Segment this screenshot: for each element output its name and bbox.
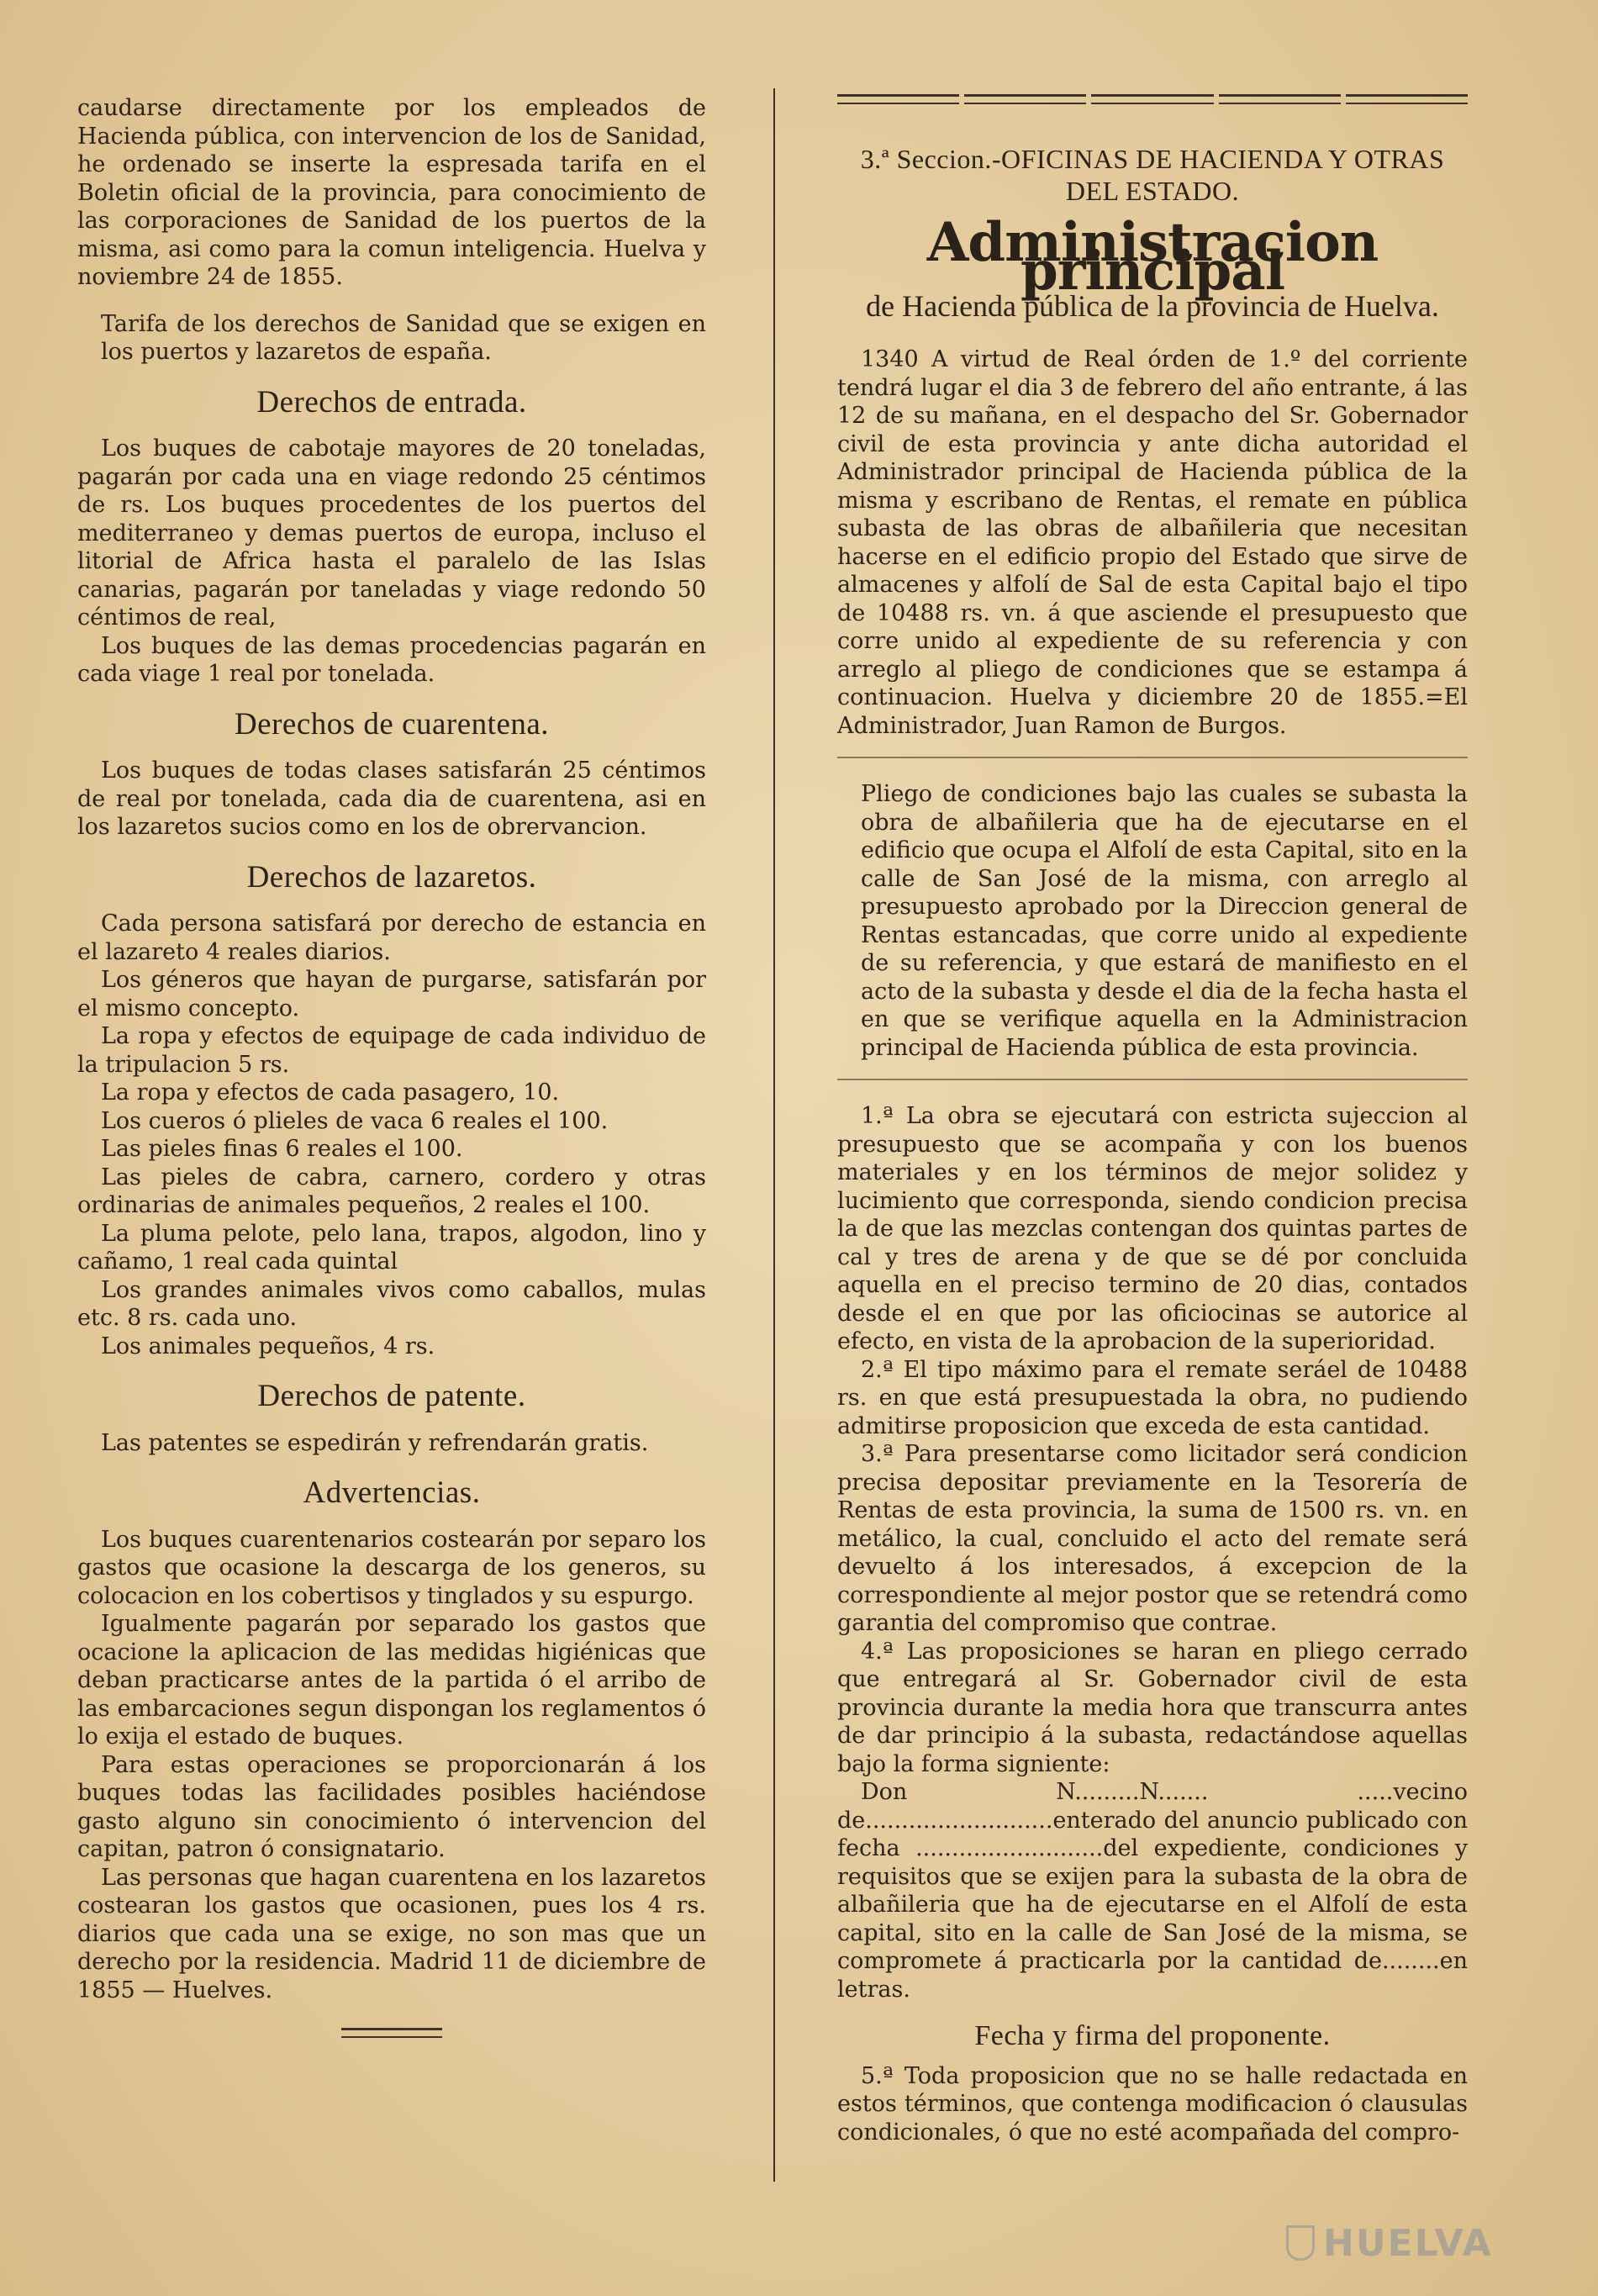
page-title: Administracion principal xyxy=(926,211,1379,303)
heading-lazaretos: Derechos de lazaretos. xyxy=(246,859,537,895)
advertencia-paragraph: Igualmente pagarán por separado los gastos que ocacione la aplicacion de las medidas higiénicas que deban practicarse antes de la partida ó el arribo de las embarcaciones segun dispongan los reglamentos ó lo exija el estado de buques. xyxy=(77,1611,706,1750)
anuncio-paragraph: 1340 A virtud de Real órden de 1.º del corriente tendrá lugar el dia 3 de febrero del año entrante, á las 12 de su mañana, en el despacho del Sr. Gobernador civil de esta provincia y ante dicha autoridad el Administrador principal de Hacienda pública de la misma y escribano de Rentas, el remate en pública subasta de las obras de albañileria que necesitan hacerse en el edificio propio del Estado que sirve de almacenes y alfolí de Sal de esta Capital bajo el tipo de 10488 rs. vn. á que asciende el presupuesto que corre unido al expediente de su referencia y con arreglo al pliego de condiciones que se estampa á continuacion. Huelva y diciembre 20 de 1855.=El Administrador, Juan Ramon de Burgos. xyxy=(837,346,1468,739)
section-heading: 3.ª Seccion.-OFICINAS DE HACIENDA Y OTRAS DEL ESTADO. xyxy=(860,144,1445,206)
lazaretos-item: Los géneros que hayan de purgarse, satisfarán por el mismo concepto. xyxy=(77,967,706,1021)
condition-paragraph: 3.ª Para presentarse como licitador será condicion precisa depositar previamente en la Tesorería de Rentas de esta provincia, la suma de 1500 rs. vn. en metálico, la cual, concluido el acto del remate será devuelto á los interesados, á excepcion de la correspondiente al mejor postor que se retendrá como garantia del compromiso que contrae. xyxy=(837,1441,1468,1636)
intro-paragraph: caudarse directamente por los empleados de Hacienda pública, con intervencion de los de Sanidad, he ordenado se inserte la espresada tarifa en el Boletin oficial de la provincia, para conocimiento de las corporaciones de Sanidad de los puertos de la misma, asi como para la comun inteligencia. Huelva y noviembre 24 de 1855. xyxy=(77,95,706,290)
condition-paragraph: 2.ª El tipo máximo para el remate seráel de 10488 rs. en que está presupuestada la obra, no pudiendo admitirse proposicion que exceda de esta cantidad. xyxy=(837,1356,1468,1439)
column-divider xyxy=(773,88,775,2182)
heading-entrada: Derechos de entrada. xyxy=(256,384,527,420)
entrada-paragraph-2: Los buques de las demas procedencias pagarán en cada viage 1 real por tonelada. xyxy=(77,632,706,687)
tarifa-title: Tarifa de los derechos de Sanidad que se exigen en los puertos y lazaretos de españa. xyxy=(101,310,706,365)
condition-paragraph: 5.ª Toda proposicion que no se halle redactada en estos términos, que contenga modificacion ó clausulas condicionales, ó que no esté acompañada del compro- xyxy=(837,2062,1468,2146)
pliego-paragraph: Pliego de condiciones bajo las cuales se subasta la obra de albañileria que ha de ejecutarse en el edificio que ocupa el Alfolí de esta Capital, sito en la calle de San José de la misma, con arreglo al presupuesto aprobado por la Direccion general de Rentas estancadas, que corre unido al expediente de su referencia, y que estará de manifiesto en el acto de la subasta y desde el dia de la fecha hasta el en que se verifique aquella en la Administracion principal de Hacienda pública de esta provincia. xyxy=(861,781,1468,1061)
fecha-firma-heading: Fecha y firma del proponente. xyxy=(974,2020,1331,2051)
archive-watermark xyxy=(1286,2218,1538,2268)
lazaretos-item: La pluma pelote, pelo lana, trapos, algodon, lino y cañamo, 1 real cada quintal xyxy=(77,1220,706,1275)
condition-paragraph: 1.ª La obra se ejecutará con estricta sujeccion al presupuesto que se acompaña y con los buenos materiales y en los términos de mejor solidez y lucimiento que corresponda, siendo condicion precisa la de que las mezclas contengan dos quintas partes de cal y tres de arena y de que se dé por concluida aquella en el preciso termino de 20 dias, contados desde el en que por las oficiocinas se autorice al efecto, en vista de la aprobacion de la superioridad. xyxy=(837,1103,1468,1354)
heading-advertencias: Advertencias. xyxy=(303,1475,481,1510)
lazaretos-item: Las pieles finas 6 reales el 100. xyxy=(101,1136,463,1162)
right-column xyxy=(837,94,1468,2146)
advertencia-paragraph: Para estas operaciones se proporcionarán á los buques todas las facilidades posibles haciéndose gasto alguno sin conocimiento ó intervencion del capitan, patron ó consignatario. xyxy=(77,1751,706,1862)
top-ornamental-rule xyxy=(837,94,1468,104)
advertencia-paragraph: Las personas que hagan cuarentena en los lazaretos costearan los gastos que ocasionen, pues los 4 rs. diarios que cada una se exige, no son mas que un derecho por la residencia. Madrid 11 de diciembre de 1855 — Huelves. xyxy=(77,1864,706,2003)
lazaretos-item: La ropa y efectos de cada pasagero, 10. xyxy=(101,1079,560,1106)
left-column xyxy=(77,94,706,2038)
heading-cuarentena: Derechos de cuarentena. xyxy=(234,706,550,742)
heading-patente: Derechos de patente. xyxy=(257,1379,526,1413)
lazaretos-item: Los animales pequeños, 4 rs. xyxy=(101,1333,435,1359)
condition-paragraph: 4.ª Las proposiciones se haran en pliego cerrado que entregará al Sr. Gobernador civil de esta provincia durante la media hora que transcurra antes de dar principio á la subasta, redactándose aquellas bajo la forma signiente: xyxy=(837,1638,1468,1777)
end-ornament xyxy=(341,2028,442,2038)
proposal-form-text: Don N.........N....... .....vecino de..........................enterado del anuncio publicado con fecha ..........................del expediente, condiciones y requisitos que se exijen para la subasta de la obra de albañileria que ha de ejecutarse en el Alfolí de esta capital, sito en la calle de San José de la misma, se compromete á practicarla por la cantidad de........en letras. xyxy=(837,1779,1468,2003)
lazaretos-item: La ropa y efectos de equipage de cada individuo de la tripulacion 5 rs. xyxy=(77,1023,706,1078)
advertencia-paragraph: Los buques cuarentenarios costearán por separo los gastos que ocasione la descarga de los generos, su colocacion en los cobertisos y tinglados y su espurgo. xyxy=(77,1526,706,1609)
watermark-text: HUELVA xyxy=(1323,2221,1493,2265)
lazaretos-item: Los grandes animales vivos como caballos, mulas etc. 8 rs. cada uno. xyxy=(77,1276,706,1331)
lazaretos-item: Las pieles de cabra, carnero, cordero y otras ordinarias de animales pequeños, 2 reales el 100. xyxy=(77,1164,706,1218)
page-subtitle: de Hacienda pública de la provincia de Huelva. xyxy=(866,289,1439,323)
separator xyxy=(837,757,1468,758)
separator xyxy=(837,1079,1468,1080)
shield-icon xyxy=(1286,2225,1315,2261)
cuarentena-paragraph: Los buques de todas clases satisfarán 25 céntimos de real por tonelada, cada dia de cuarentena, asi en los lazaretos sucios como en los de obrervancion. xyxy=(77,757,706,840)
patente-paragraph: Las patentes se espedirán y refrendarán gratis. xyxy=(101,1429,649,1456)
entrada-paragraph-1: Los buques de cabotaje mayores de 20 toneladas, pagarán por cada una en viage redondo 25 céntimos de rs. Los buques procedentes de los puertos del mediterraneo y demas puertos de europa, incluso el litorial de Africa hasta el paralelo de las Islas canarias, pagarán por taneladas y viage redondo 50 céntimos de real, xyxy=(77,435,706,631)
lazaretos-item: Cada persona satisfará por derecho de estancia en el lazareto 4 reales diarios. xyxy=(77,910,706,965)
lazaretos-item: Los cueros ó plieles de vaca 6 reales el 100. xyxy=(101,1107,609,1134)
